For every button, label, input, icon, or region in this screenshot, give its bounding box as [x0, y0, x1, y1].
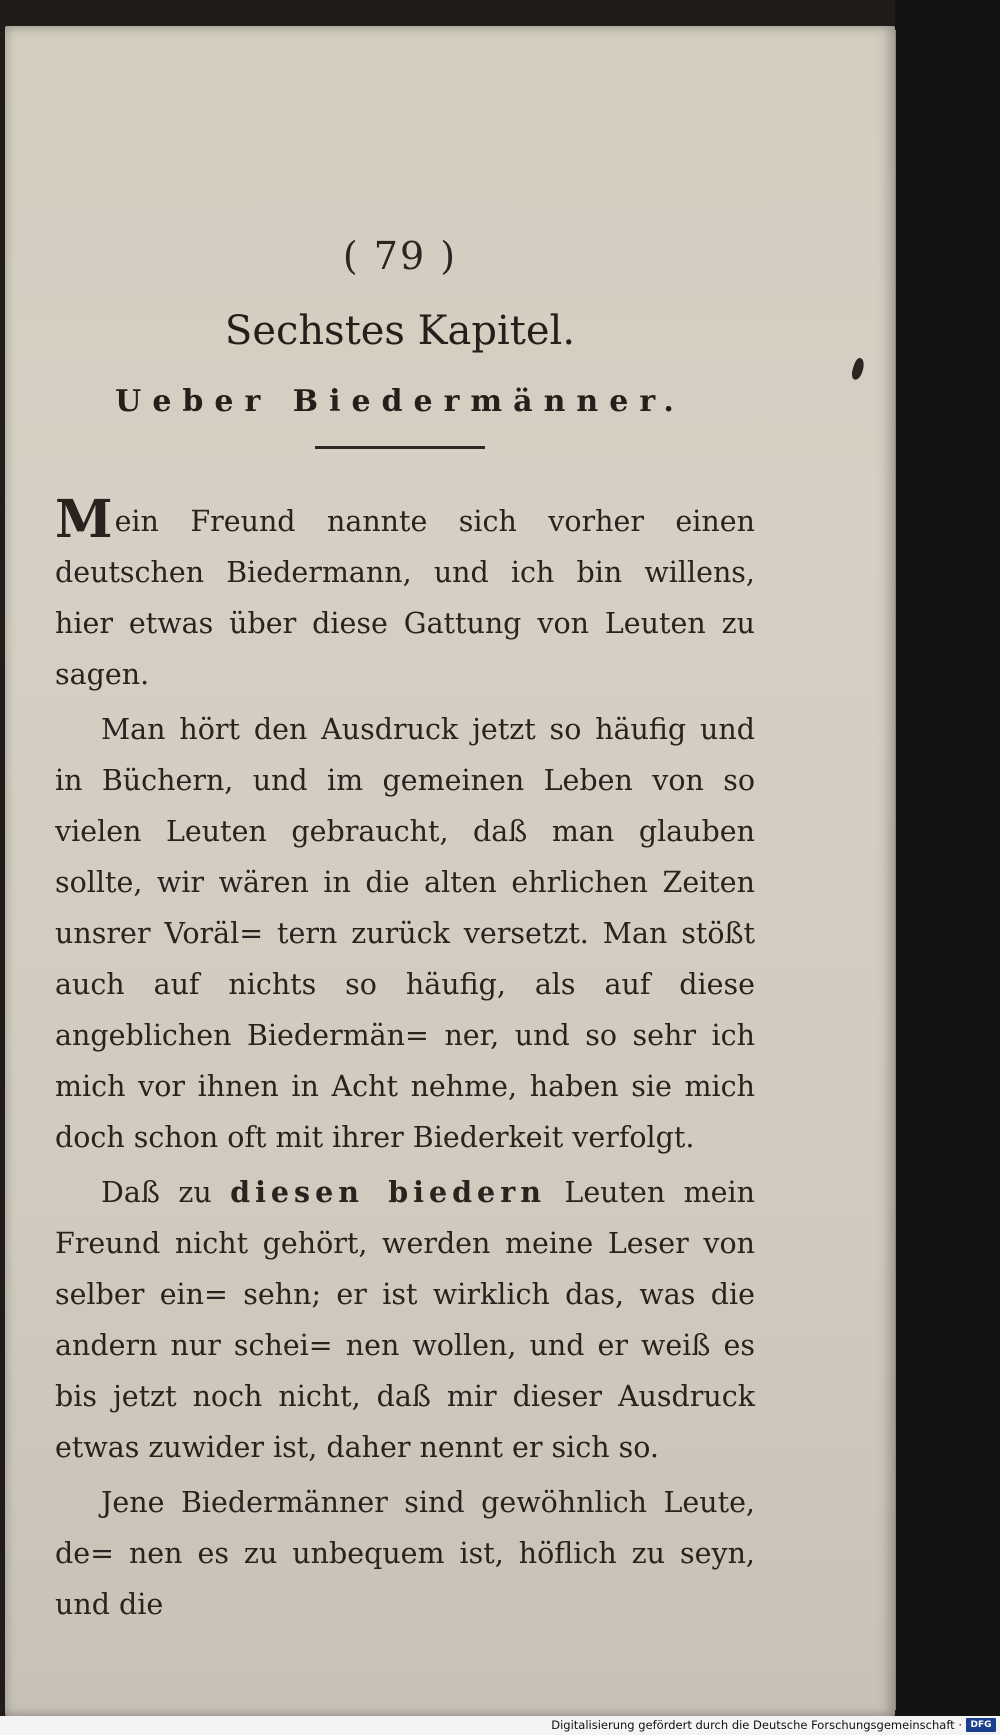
book-page	[5, 26, 895, 1716]
body-text	[55, 489, 756, 1634]
dfg-logo: DFG	[966, 1718, 996, 1732]
chapter-title: Sechstes Kapitel.	[224, 308, 576, 354]
ink-mark	[850, 357, 866, 381]
paragraph-2: Man hört den Ausdruck jetzt so häufig und in Büchern, und im gemeinen Leben von so vielen Leuten gebraucht, daß man glauben sollte, wir wären in die alten ehrlichen Zeiten unsrer Voräl= tern zurück versetzt. Man stößt auch auf nichts so häufig, als auf diese angeblichen Biedermän= ner, und so sehr ich mich vor ihnen in Acht nehme, haben sie mich doch schon oft mit ihrer Biederkeit verfolgt.	[55, 713, 755, 1154]
digitization-footer	[0, 1716, 1000, 1735]
paragraph-3-emphasis: diesen biedern	[230, 1175, 546, 1209]
title-rule	[315, 446, 485, 449]
page-number: ( 79 )	[342, 234, 458, 278]
paragraph-3	[55, 1167, 755, 1473]
chapter-subtitle: Ueber Biedermänner.	[115, 384, 685, 419]
scan-backdrop	[895, 0, 1000, 1735]
footer-credit: Digitalisierung gefördert durch die Deutsche Forschungsgemeinschaft ·	[551, 1718, 962, 1732]
paragraph-3-text: Leuten mein Freund nicht gehört, werden meine Leser von selber ein= sehn; er ist wirklich das, was die andern nur schei= nen wollen, und er weiß es bis jetzt noch nicht, daß mir dieser Ausdruck etwas zuwider ist, daher nennt er sich so.	[55, 1176, 756, 1464]
paragraph-4: Jene Biedermänner sind gewöhnlich Leute, de= nen es zu unbequem ist, höflich zu seyn, und die	[55, 1486, 755, 1621]
paragraph-1	[55, 489, 755, 700]
paragraph-3-start: Daß zu	[101, 1176, 212, 1209]
drop-cap: M	[55, 489, 113, 550]
paragraph-1-text: ein Freund nannte sich vorher einen deutschen Biedermann, und ich bin willens, hier etwas über diese Gattung von Leuten zu sagen.	[55, 505, 755, 691]
